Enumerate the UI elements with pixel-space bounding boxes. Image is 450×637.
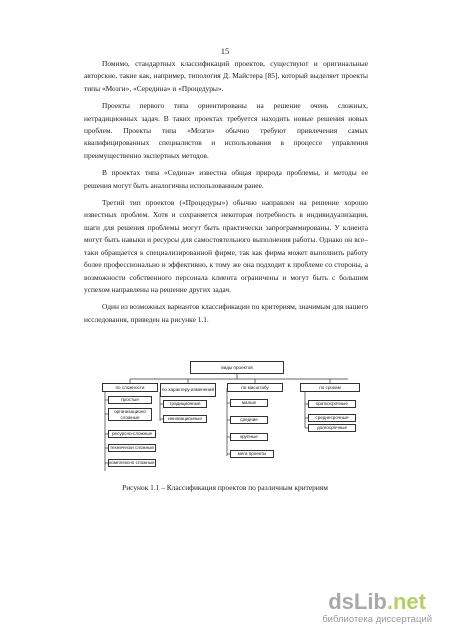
watermark-logo-accent: .net <box>386 589 426 614</box>
criterion-box-duration: по срокам <box>300 383 360 392</box>
criterion-box-complexity: по сложности <box>102 383 158 392</box>
category-box: крупные <box>230 433 268 441</box>
paragraph: Третий тип проектов («Процедуры») обычно направлен на решение хорошо известных проблем. Хотя и сохраняется некоторая потребность в индивидуализации, шаги для решения проблемы могут быть практически запрограммированы. У клиента могут быть навыки и ресурсы для самостоятельного выполнения работы. Однако он все–таки обращается к специализированной фирме, так как фирма может выполнить работу более профессионально и эффективно, к тому же она подходит к проблеме со стороны, а возможности собственного персонала клиента ограничены и могут быть с большим успехом направлены на решение других задач. <box>84 198 368 294</box>
category-box: комплексно сложные <box>109 460 155 466</box>
criterion-box-scale: по масштабу <box>227 383 283 392</box>
category-box: долгосрочные <box>308 424 356 432</box>
watermark-tagline: библиотека диссертаций <box>322 614 432 625</box>
root-box: виды проектов <box>190 361 284 374</box>
paragraph: Помимо, стандартных классификаций проектов, существуют и оригинальные авторские, такие как, например, типология Д. Майстера [85], который выделяет проекты типы «Мозги», «Середина» и «Процедуры». <box>84 59 368 93</box>
watermark-logo <box>322 591 432 613</box>
figure-caption: Рисунок 1.1 – Классификация проектов по различным критериям <box>122 483 328 492</box>
paragraph: В проектах типа «Седина» известна общая природа проблемы, и методы ее решения могут быть аналогичны использованным ранее. <box>84 168 368 190</box>
category-box: среднесрочные <box>308 414 356 422</box>
category-box: ресурсно-сложные <box>108 430 156 438</box>
watermark <box>322 591 432 625</box>
watermark-logo-main: dsLib <box>328 589 387 614</box>
category-box: мега проекты <box>230 450 274 458</box>
category-box: технически сложные <box>109 445 154 451</box>
body-text <box>84 58 368 326</box>
criterion-box-change: по характеру изменений <box>160 383 216 397</box>
category-box: средние <box>230 416 268 424</box>
category-box: простые <box>108 396 152 404</box>
paragraph: Один из возможных вариантов классификации по критериям, значимым для нашего исследования, приведен на рисунке 1.1. <box>84 302 368 324</box>
page-number: 15 <box>220 46 230 56</box>
category-box: малые <box>230 399 268 407</box>
paragraph: Проекты первого типа ориентированы на решение очень сложных, нетрадиционных задач. В таких проектах требуется находить новые решения новых проблем. Проекты типа «Мозги» обычно требуют привлечения самых квалифицированных специалистов и использования в процессе управления преимущественно экспертных методов. <box>84 101 368 160</box>
category-box: краткосрочные <box>308 400 356 408</box>
category-box: организационо сложные <box>108 408 152 421</box>
category-box: традиционные <box>163 400 207 408</box>
classification-diagram <box>100 356 375 478</box>
category-box: инновационные <box>163 415 207 423</box>
